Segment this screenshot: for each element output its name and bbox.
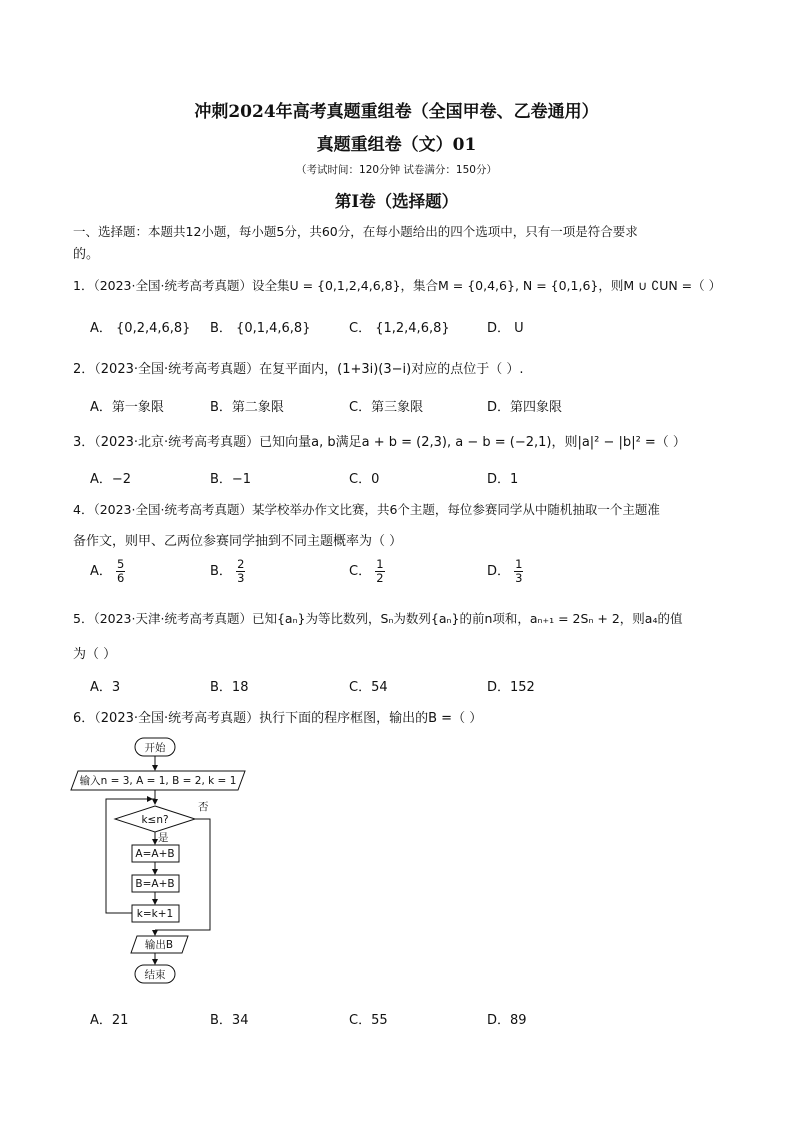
question-5-stem-line1: 5．（2023·天津·统考高考真题）已知{aₙ}为等比数列，Sₙ为数列{aₙ}的前n项和，aₙ₊₁ = 2Sₙ + 2，则a₄的值 bbox=[73, 611, 683, 626]
question-4-option-b: B． $\frac{2}{3}$ bbox=[210, 557, 245, 585]
question-1-option-a: A． {0,2,4,6,8} bbox=[90, 321, 191, 336]
flowchart-start-label: 开始 bbox=[144, 742, 166, 754]
question-5-stem-line2: 为（ ） bbox=[73, 647, 117, 662]
flowchart-yes-label: 是 bbox=[158, 832, 169, 844]
question-1-option-b: B． {0,1,4,6,8} bbox=[210, 321, 311, 336]
question-5-option-b: B．18 bbox=[210, 680, 249, 695]
question-4-stem-line2: 备作文，则甲、乙两位参赛同学抽到不同主题概率为（ ） bbox=[73, 534, 403, 549]
question-3-option-d: D．1 bbox=[487, 472, 519, 487]
question-6-option-a: A．21 bbox=[90, 1013, 129, 1028]
exam-title: 冲刺2024年高考真题重组卷（全国甲卷、乙卷通用） bbox=[194, 102, 599, 122]
flowchart-no-label: 否 bbox=[198, 801, 209, 813]
question-2-option-d: D．第四象限 bbox=[487, 400, 563, 415]
flowchart-output-label: 输出B bbox=[144, 939, 174, 951]
question-6-option-c: C．55 bbox=[349, 1013, 388, 1028]
question-5-option-a: A．3 bbox=[90, 680, 121, 695]
question-2-stem: 2．（2023·全国·统考高考真题）在复平面内，(1+3i)(3−i)对应的点位于（ ）. bbox=[73, 362, 524, 377]
fraction: $\frac{5}{6}$ bbox=[117, 557, 125, 585]
question-6-option-d: D．89 bbox=[487, 1013, 527, 1028]
fraction: $\frac{1}{3}$ bbox=[515, 557, 523, 585]
question-6-option-b: B．34 bbox=[210, 1013, 249, 1028]
flowchart bbox=[60, 730, 260, 1000]
question-3-option-c: C．0 bbox=[349, 472, 380, 487]
flowchart-step-b-label: B=A+B bbox=[135, 878, 175, 890]
question-3-stem: 3．（2023·北京·统考高考真题）已知向量a, b满足a + b = (2,3), a − b = (−2,1)，则|a|² − |b|² =（ ） bbox=[73, 435, 686, 450]
section-title: 第I卷（选择题） bbox=[334, 192, 459, 211]
fraction: $\frac{1}{2}$ bbox=[376, 557, 384, 585]
flowchart-input-label: 输入n = 3, A = 1, B = 2, k = 1 bbox=[79, 775, 237, 787]
flowchart-step-k-label: k=k+1 bbox=[136, 908, 174, 920]
question-1-option-d: D． U bbox=[487, 321, 524, 336]
question-3-option-b: B．−1 bbox=[210, 472, 252, 487]
question-6-stem: 6．（2023·全国·统考高考真题）执行下面的程序框图，输出的B =（ ） bbox=[73, 711, 483, 726]
question-4-option-a: A． $\frac{5}{6}$ bbox=[90, 557, 125, 585]
question-2-option-c: C．第三象限 bbox=[349, 400, 424, 415]
question-4-stem-line1: 4．（2023·全国·统考高考真题）某学校举办作文比赛，共6个主题，每位参赛同学从中随机抽取一个主题准 bbox=[73, 502, 660, 517]
exam-subtitle: 真题重组卷（文）01 bbox=[316, 135, 477, 155]
question-2-option-a: A．第一象限 bbox=[90, 400, 164, 415]
question-5-option-c: C．54 bbox=[349, 680, 388, 695]
instructions-line1: 一、选择题：本题共12小题，每小题5分，共60分，在每小题给出的四个选项中，只有一项是符合要求 bbox=[73, 224, 638, 239]
question-5-option-d: D．152 bbox=[487, 680, 535, 695]
flowchart-end-label: 结束 bbox=[144, 969, 166, 981]
question-3-option-a: A．−2 bbox=[90, 472, 132, 487]
question-4-option-d: D． $\frac{1}{3}$ bbox=[487, 557, 523, 585]
exam-note: （考试时间：120分钟 试卷满分：150分） bbox=[296, 164, 497, 176]
question-4-option-c: C． $\frac{1}{2}$ bbox=[349, 557, 384, 585]
question-2-option-b: B．第二象限 bbox=[210, 400, 284, 415]
question-1-stem: 1．（2023·全国·统考高考真题）设全集U = {0,1,2,4,6,8}，集合M = {0,4,6}, N = {0,1,6}，则M ∪ ∁UN =（ ） bbox=[73, 278, 722, 293]
instructions-line2: 的。 bbox=[73, 247, 100, 262]
question-1-option-c: C． {1,2,4,6,8} bbox=[349, 321, 450, 336]
flowchart-condition-label: k≤n? bbox=[141, 814, 169, 826]
flowchart-step-a-label: A=A+B bbox=[135, 848, 175, 860]
fraction: $\frac{2}{3}$ bbox=[237, 557, 245, 585]
